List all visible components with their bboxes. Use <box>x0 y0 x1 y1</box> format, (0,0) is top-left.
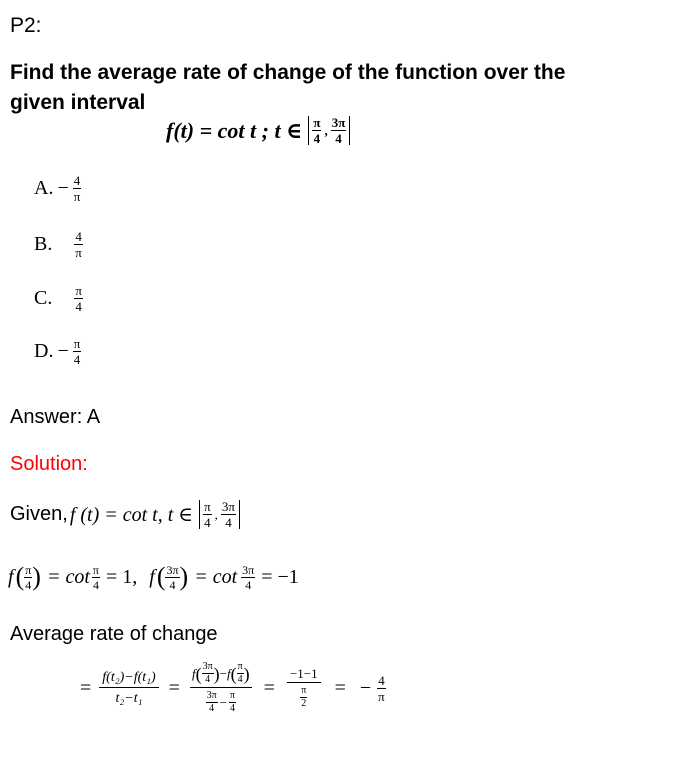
result-frac: $\frac{4}{\pi}$ <box>378 672 385 704</box>
numeric-frac: $\frac{-1-1}{\frac{\pi}{2}}$ <box>287 667 321 709</box>
option-a[interactable]: A. − $\frac{4}{\pi}$ <box>34 173 81 204</box>
option-d-frac: $\frac{\pi}{4}$ <box>73 336 81 367</box>
function-expr: f(t) = cot t ; t ∈ <box>166 117 303 143</box>
option-b-frac: $\frac{4}{\pi}$ <box>75 229 82 260</box>
given-interval: $\frac{\pi}{4}$ , $\frac{3\pi}{4}$ <box>199 500 240 529</box>
solution-heading: Solution: <box>10 453 88 475</box>
values-line: f ( $\frac{\pi}{4}$ ) = cot $\frac{\pi}{4}$ = 1, f ( $\frac{3\pi}{4}$ ) = cot $\frac{3\pi}{4}$ = −1 <box>8 562 299 592</box>
option-a-frac: $\frac{4}{\pi}$ <box>73 173 81 204</box>
option-b[interactable]: B. $\frac{4}{\pi}$ <box>34 229 82 260</box>
interval-bracket: $\frac{\pi}{4}$ , $\frac{3\pi}{4}$ <box>308 116 350 145</box>
problem-text-line1: Find the average rate of change of the function over the <box>10 61 566 84</box>
avg-rate-computation: = $\frac{\text{f(t₂)−f(t₁)}}{\text{t₂−t₁}}$ = f ( $\frac{3\pi}{4}$ ) − f ( $\frac{\pi}{4}$ ) $\frac{3\pi}{4}$ − $\frac{\pi}{4}$ = $\frac{-1-1}{\frac{\pi}{2}}$ = − $\frac{4}{\pi}$ <box>80 661 385 714</box>
problem-label: P2: <box>10 14 42 37</box>
substituted-frac: f ( $\frac{3\pi}{4}$ ) − f ( $\frac{\pi}{4}$ ) $\frac{3\pi}{4}$ − $\frac{\pi}{4}$ <box>191 661 250 714</box>
problem-function <box>166 116 350 145</box>
avg-rate-label: Average rate of change <box>10 623 218 645</box>
option-c-frac: $\frac{\pi}{4}$ <box>75 283 82 314</box>
answer: Answer: A <box>10 406 101 428</box>
option-c[interactable]: C. $\frac{\pi}{4}$ <box>34 283 82 314</box>
interval-left-frac: $\frac{\pi}{4}$ <box>313 115 321 146</box>
problem-text-line2: given interval <box>10 91 146 114</box>
interval-right-frac: $\frac{3\pi}{4}$ <box>331 115 346 146</box>
option-d[interactable]: D. − $\frac{\pi}{4}$ <box>34 336 81 367</box>
formula-frac: $\frac{\text{f(t₂)−f(t₁)}}{\text{t₂−t₁}}$ <box>99 671 158 706</box>
given-line: Given, f (t) = cot t, t ∈ $\frac{\pi}{4}$ , $\frac{3\pi}{4}$ <box>10 500 240 529</box>
